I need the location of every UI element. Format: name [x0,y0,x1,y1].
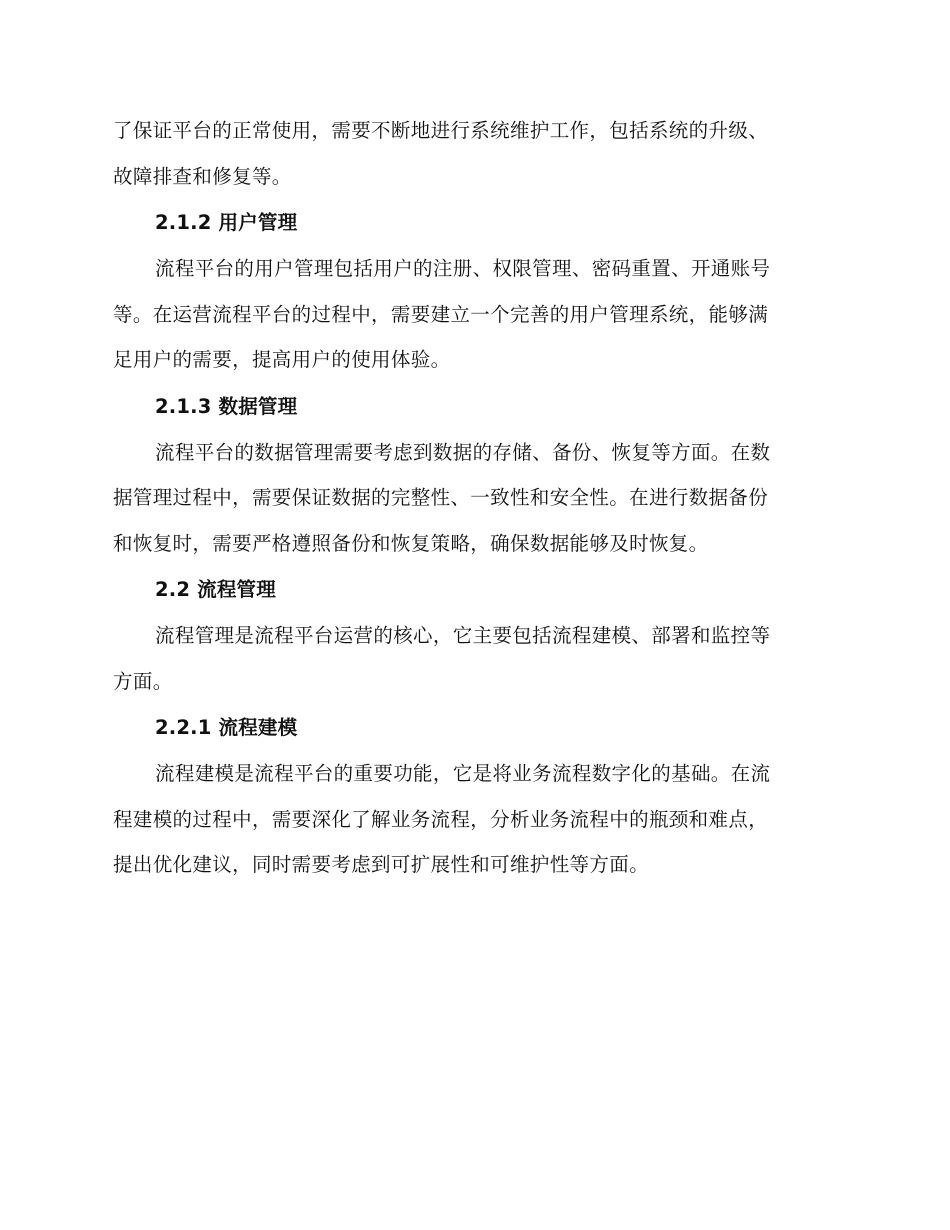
paragraph-data-management [113,430,833,567]
text-line: 流程管理是流程平台运营的核心，它主要包括流程建模、部署和监控等 [155,624,771,647]
text-line: 流程平台的数据管理需要考虑到数据的存储、备份、恢复等方面。在数 [155,440,771,464]
paragraph-system-maintenance [113,108,833,199]
document-body [113,108,833,888]
text-line: 和恢复时，需要严格遵照备份和恢复策略，确保数据能够及时恢复。 [113,531,709,555]
heading-user-management: 2.1.2 用户管理 [155,211,298,234]
heading-process-management: 2.2 流程管理 [155,578,276,601]
text-line: 据管理过程中，需要保证数据的完整性、一致性和安全性。在进行数据备份 [113,486,769,509]
paragraph-process-modeling [113,751,833,888]
text-line: 方面。 [113,669,173,693]
paragraph-user-management [113,246,833,383]
text-line: 等。在运营流程平台的过程中，需要建立一个完善的用户管理系统，能够满 [113,302,769,326]
text-line: 足用户的需要，提高用户的使用体验。 [113,348,451,371]
text-line: 程建模的过程中，需要深化了解业务流程，分析业务流程中的瓶颈和难点， [113,807,769,831]
text-line: 流程建模是流程平台的重要功能，它是将业务流程数字化的基础。在流 [155,762,771,785]
text-line: 流程平台的用户管理包括用户的注册、权限管理、密码重置、开通账号 [155,257,771,280]
heading-process-modeling: 2.2.1 流程建模 [155,716,298,739]
text-line: 故障排查和修复等。 [113,164,292,188]
paragraph-process-management [113,613,833,704]
text-line: 了保证平台的正常使用，需要不断地进行系统维护工作，包括系统的升级、 [113,119,769,142]
heading-data-management: 2.1.3 数据管理 [155,394,298,418]
text-line: 提出优化建议，同时需要考虑到可扩展性和可维护性等方面。 [113,853,649,876]
